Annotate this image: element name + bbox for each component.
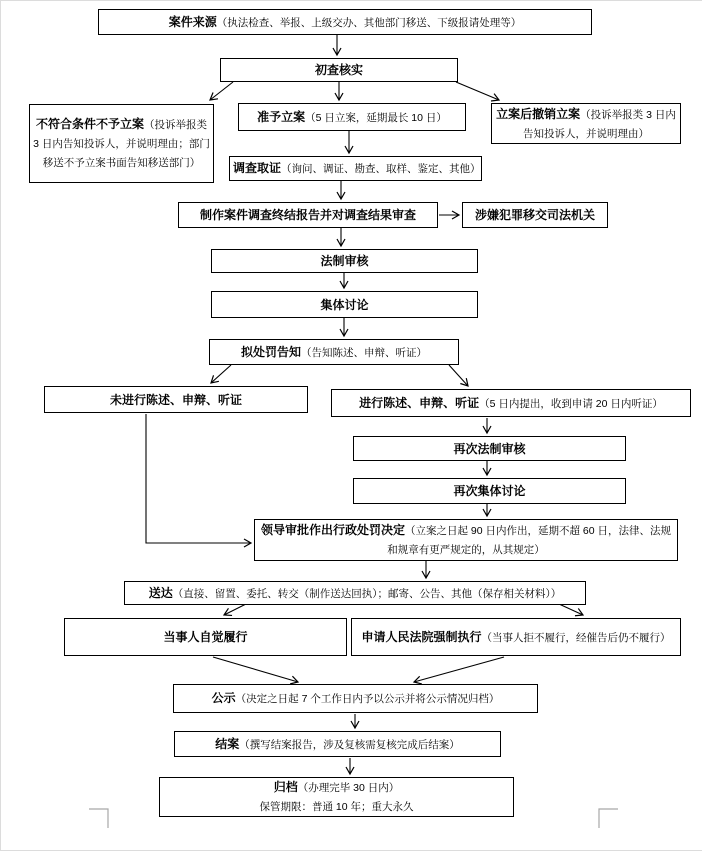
node-archive bbox=[159, 777, 514, 817]
node-publicity bbox=[173, 684, 538, 713]
archive-line-1 bbox=[163, 777, 510, 798]
node-note: （询问、调证、勘查、取样、鉴定、其他） bbox=[281, 163, 481, 175]
page-margin-mark-left bbox=[89, 809, 108, 828]
node-label: 涉嫌犯罪移交司法机关 bbox=[474, 208, 595, 222]
node-text bbox=[177, 689, 534, 708]
arrow-initialcheck-to-nofiling bbox=[210, 82, 233, 100]
node-label: 制作案件调查终结报告并对调查结果审查 bbox=[199, 208, 416, 222]
node-transfer-judicial bbox=[462, 202, 608, 228]
node-text bbox=[102, 13, 588, 32]
node-note: （决定之日起 7 个工作日内予以公示并将公示情况归档） bbox=[235, 693, 500, 705]
node-case-closure bbox=[174, 731, 501, 757]
node-collective-discussion bbox=[211, 291, 478, 318]
node-second-legal-review bbox=[353, 436, 626, 461]
node-label: 再次法制审核 bbox=[453, 441, 526, 456]
node-label: 调查取证 bbox=[233, 161, 282, 175]
node-text bbox=[258, 521, 674, 559]
node-text bbox=[48, 391, 304, 409]
node-no-statement bbox=[44, 386, 308, 413]
node-note: （告知陈述、申辩、听证） bbox=[301, 346, 427, 359]
node-text bbox=[215, 296, 474, 314]
node-note: （直接、留置、委托、转交（制作送达回执）；邮寄、公告、其他（保存相关材料）） bbox=[172, 587, 562, 600]
node-text bbox=[68, 628, 343, 646]
arrow-notice-to-statement bbox=[449, 365, 468, 386]
node-label: 法制审核 bbox=[320, 254, 369, 268]
node-label: 拟处罚告知 bbox=[240, 344, 301, 359]
node-text bbox=[335, 394, 687, 413]
node-label: 未进行陈述、申辩、听证 bbox=[109, 392, 242, 407]
node-note: （执法检查、举报、上级交办、其他部门移送、下级报请处理等） bbox=[216, 16, 522, 29]
node-initial-check bbox=[220, 58, 458, 82]
node-text bbox=[242, 108, 462, 127]
node-report-review bbox=[178, 202, 438, 228]
node-note: （投诉举报类 3 日内告知投诉人，并说明理由；部门移送不予立案书面告知移送部门） bbox=[33, 119, 210, 169]
node-note: （5 日立案，延期最长 10 日） bbox=[305, 111, 447, 124]
node-case-source bbox=[98, 9, 592, 35]
node-label: 领导审批作出行政处罚决定 bbox=[260, 523, 405, 537]
node-label: 当事人自觉履行 bbox=[163, 630, 248, 644]
node-statement bbox=[331, 389, 691, 417]
node-second-collective-discussion bbox=[353, 478, 626, 504]
node-text bbox=[495, 105, 677, 143]
node-penalty-notice bbox=[209, 339, 459, 365]
node-leader-approval bbox=[254, 519, 678, 561]
arrow-nostatement-to-approval bbox=[146, 414, 251, 543]
node-legal-review bbox=[211, 249, 478, 273]
node-court-enforcement bbox=[351, 618, 681, 656]
node-no-filing bbox=[29, 104, 214, 183]
arrow-service-to-voluntary bbox=[224, 604, 246, 615]
node-label: 送达 bbox=[148, 585, 173, 600]
node-note: （办理完毕 30 日内） bbox=[297, 782, 400, 794]
node-label: 进行陈述、申辩、听证 bbox=[359, 395, 480, 410]
node-text bbox=[466, 206, 604, 224]
node-label: 结案 bbox=[215, 736, 240, 751]
node-label: 准予立案 bbox=[257, 109, 306, 124]
node-service bbox=[124, 581, 586, 605]
node-label: 初查核实 bbox=[314, 63, 363, 77]
archive-line-2: 保管期限：普通 10 年；重大永久 bbox=[259, 801, 414, 813]
arrow-voluntary-to-publicity bbox=[213, 657, 298, 682]
node-text bbox=[163, 777, 510, 817]
node-text bbox=[233, 159, 481, 178]
page-margin-mark-right bbox=[599, 809, 618, 828]
node-text bbox=[355, 628, 677, 647]
node-text bbox=[357, 482, 622, 500]
node-text bbox=[182, 206, 434, 224]
node-label: 公示 bbox=[211, 691, 236, 705]
arrow-notice-to-nostatement bbox=[211, 365, 231, 383]
node-label: 不符合条件不予立案 bbox=[35, 117, 144, 131]
node-note: （5 日内提出，收到申请 20 日内听证） bbox=[479, 397, 663, 410]
node-label: 申请人民法院强制执行 bbox=[361, 629, 482, 644]
node-text bbox=[215, 252, 474, 270]
node-voluntary-performance bbox=[64, 618, 347, 656]
node-label: 再次集体讨论 bbox=[453, 484, 526, 498]
arrow-initialcheck-to-revoke bbox=[456, 82, 499, 100]
node-label: 案件来源 bbox=[168, 14, 217, 29]
node-text bbox=[33, 115, 210, 172]
arrow-service-to-court bbox=[559, 604, 583, 615]
node-note: （立案之日起 90 日内作出，延期不超 60 日，法律、法规和规章有更严规定的，从其规定） bbox=[387, 525, 672, 556]
node-label: 集体讨论 bbox=[320, 297, 369, 312]
node-investigation bbox=[229, 156, 482, 181]
node-text bbox=[213, 343, 455, 362]
node-approve-filing bbox=[238, 103, 466, 131]
node-note: （撰写结案报告，涉及复核需复核完成后结案） bbox=[239, 738, 460, 751]
node-text bbox=[357, 440, 622, 458]
node-text bbox=[178, 735, 497, 754]
node-text bbox=[224, 61, 454, 79]
node-label: 立案后撤销立案 bbox=[496, 106, 581, 121]
node-note: （投诉举报类 3 日内告知投诉人，并说明理由） bbox=[523, 108, 676, 140]
node-note: （当事人拒不履行，经催告后仍不履行） bbox=[481, 631, 671, 644]
arrow-court-to-publicity bbox=[414, 657, 504, 682]
node-label: 归档 bbox=[273, 780, 298, 794]
node-revoke-filing bbox=[491, 103, 681, 144]
node-text bbox=[128, 584, 582, 603]
